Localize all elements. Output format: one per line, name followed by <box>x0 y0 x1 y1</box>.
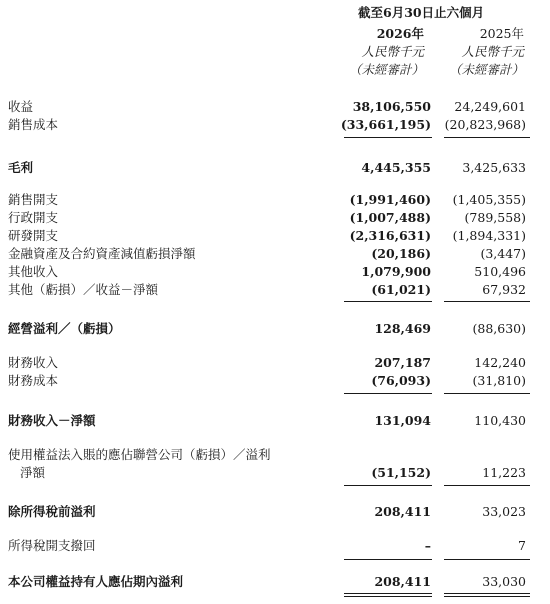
audit-status-2026: （未經審計） <box>348 62 424 77</box>
value-2025: (3,447) <box>480 246 526 261</box>
row-rnd-expenses <box>0 227 550 245</box>
period-heading: 截至6月30日止六個月 <box>358 5 485 20</box>
value-2025: 7 <box>518 538 526 553</box>
value-2026: (61,021) <box>371 282 431 297</box>
value-2026: – <box>424 538 431 553</box>
row-label: 毛利 <box>8 160 34 175</box>
row-finance-income <box>0 354 550 372</box>
subtotal-rule <box>444 137 530 138</box>
row-label: 財務收入 <box>8 355 59 370</box>
subtotal-rule <box>344 485 432 486</box>
value-2026: (51,152) <box>371 465 431 480</box>
audit-status-2025: （未經審計） <box>448 62 524 77</box>
row-label: 淨額 <box>20 465 46 480</box>
value-2026: (20,186) <box>371 246 431 261</box>
value-2026: 128,469 <box>374 321 431 336</box>
value-2025: 24,249,601 <box>454 99 526 114</box>
row-label: 研發開支 <box>8 228 59 243</box>
row-income-tax-credit <box>0 537 550 555</box>
row-profit-attributable <box>0 573 550 591</box>
total-double-rule <box>444 593 530 594</box>
total-double-rule <box>344 593 432 594</box>
subtotal-rule <box>344 559 432 560</box>
value-2025: (88,630) <box>472 321 526 336</box>
value-2025: (1,894,331) <box>452 228 526 243</box>
value-2026: 208,411 <box>374 574 431 589</box>
total-double-rule <box>344 596 432 597</box>
row-label: 經營溢利／（虧損） <box>8 321 121 336</box>
row-label: 其他（虧損）／收益－淨額 <box>8 282 159 297</box>
value-2025: 3,425,633 <box>462 160 526 175</box>
row-impairment-losses <box>0 245 550 263</box>
value-2026: (76,093) <box>371 373 431 388</box>
value-2026: 207,187 <box>374 355 431 370</box>
value-2026: 4,445,355 <box>361 160 431 175</box>
value-2025: (20,823,968) <box>444 117 526 132</box>
row-label: 銷售開支 <box>8 192 59 207</box>
row-finance-costs <box>0 372 550 390</box>
subtotal-rule <box>444 559 530 560</box>
row-share-of-associates <box>0 446 550 464</box>
row-label: 所得稅開支撥回 <box>8 538 96 553</box>
subtotal-rule <box>444 301 530 302</box>
row-label: 本公司權益持有人應佔期內溢利 <box>8 574 184 589</box>
row-other-gains-losses <box>0 281 550 299</box>
value-2026: (2,316,631) <box>349 228 431 243</box>
value-2025: (789,558) <box>464 210 526 225</box>
row-selling-expenses <box>0 191 550 209</box>
row-label: 財務收入－淨額 <box>8 413 96 428</box>
row-profit-before-tax <box>0 503 550 521</box>
subtotal-rule <box>344 301 432 302</box>
value-2026: (33,661,195) <box>340 117 431 132</box>
row-other-income <box>0 263 550 281</box>
row-share-of-associates-net <box>0 464 550 482</box>
value-2026: 131,094 <box>374 413 431 428</box>
value-2025: (31,810) <box>472 373 526 388</box>
year-2026-heading: 2026年 <box>376 26 424 41</box>
value-2026: (1,991,460) <box>349 192 431 207</box>
row-label: 金融資產及合約資產減值虧損淨額 <box>8 246 196 261</box>
row-net-finance-income <box>0 412 550 430</box>
subtotal-rule <box>444 485 530 486</box>
row-label: 銷售成本 <box>8 117 59 132</box>
value-2026: 1,079,900 <box>361 264 431 279</box>
row-label: 收益 <box>8 99 34 114</box>
total-double-rule <box>444 596 530 597</box>
row-revenue <box>0 98 550 116</box>
row-label: 使用權益法入賬的應佔聯營公司（虧損）／溢利 <box>8 447 271 462</box>
value-2025: 67,932 <box>482 282 526 297</box>
currency-2026: 人民幣千元 <box>361 44 424 59</box>
year-2025-heading: 2025年 <box>479 26 524 41</box>
value-2026: 208,411 <box>374 504 431 519</box>
value-2025: 110,430 <box>474 413 526 428</box>
currency-2025: 人民幣千元 <box>461 44 524 59</box>
row-gross-profit <box>0 159 550 177</box>
row-label: 行政開支 <box>8 210 59 225</box>
row-operating-profit <box>0 320 550 338</box>
subtotal-rule <box>344 137 432 138</box>
value-2025: 11,223 <box>482 465 526 480</box>
row-cost-of-sales <box>0 116 550 134</box>
subtotal-rule <box>344 393 432 394</box>
row-label: 除所得稅前溢利 <box>8 504 96 519</box>
row-admin-expenses <box>0 209 550 227</box>
value-2025: 33,023 <box>482 504 526 519</box>
row-label: 其他收入 <box>8 264 59 279</box>
value-2026: 38,106,550 <box>352 99 431 114</box>
value-2025: 510,496 <box>474 264 526 279</box>
value-2026: (1,007,488) <box>349 210 431 225</box>
value-2025: 142,240 <box>474 355 526 370</box>
value-2025: 33,030 <box>482 574 526 589</box>
row-label: 財務成本 <box>8 373 59 388</box>
subtotal-rule <box>444 393 530 394</box>
value-2025: (1,405,355) <box>452 192 526 207</box>
